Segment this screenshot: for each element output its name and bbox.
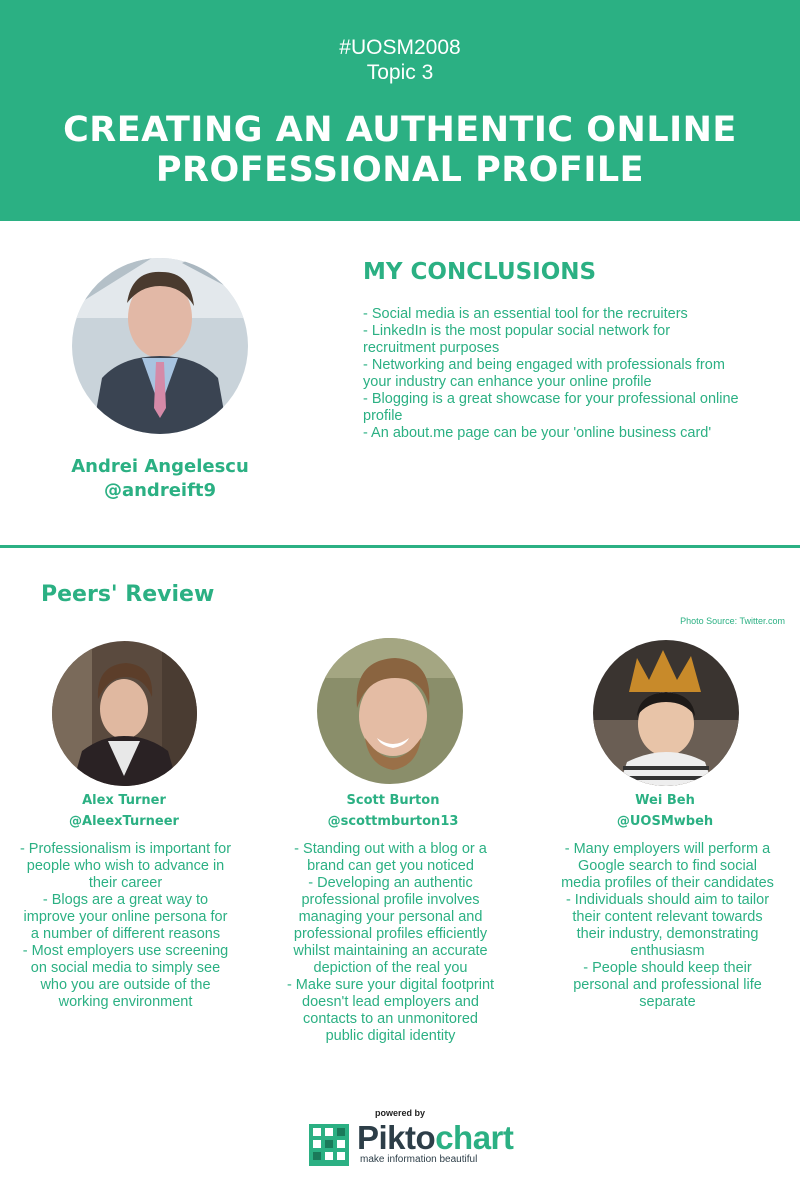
- brand-part-2: chart: [435, 1119, 514, 1156]
- peer-avatar-scott: [317, 638, 463, 784]
- peer-handle: @UOSMwbeh: [616, 814, 714, 829]
- piktochart-logo-icon[interactable]: [309, 1124, 349, 1166]
- peer-review-body: - Many employers will perform a Google search to find social media profiles of their candidates - Individuals should aim to tailor their content relevant towards their industry, demonstrating enthusiasm - People should keep their personal and professional life separate: [561, 841, 774, 1010]
- peer-avatar-wei: [593, 640, 739, 786]
- author-handle: @andreift9: [103, 480, 217, 501]
- peers-title: Peers' Review: [41, 582, 215, 607]
- peer-review-body: - Professionalism is important for people who wish to advance in their career - Blogs are a great way to improve your online persona for a number of different reasons - Most employers use screening on social media to simply see who you are outside of the working environment: [19, 841, 232, 1010]
- author-photo: [72, 258, 248, 434]
- page-title: [0, 110, 800, 190]
- peer-review-text: [283, 841, 498, 1045]
- title-line-1: CREATING AN AUTHENTIC ONLINE: [63, 110, 737, 150]
- brand-part-1: Pikto: [357, 1119, 436, 1156]
- title-line-2: PROFESSIONAL PROFILE: [155, 150, 645, 190]
- section-divider: [0, 545, 800, 548]
- peer-info: [263, 790, 523, 832]
- peer-avatar-alex: [52, 641, 197, 786]
- conclusion-item: - Networking and being engaged with professionals from your industry can enhance your online profile: [363, 357, 725, 390]
- conclusion-item: - Blogging is a great showcase for your professional online profile: [363, 391, 739, 424]
- conclusion-item: - LinkedIn is the most popular social network for recruitment purposes: [363, 323, 671, 356]
- author-name: Andrei Angelescu: [71, 456, 249, 477]
- piktochart-tagline: make information beautiful: [360, 1154, 478, 1165]
- conclusion-item: - An about.me page can be your 'online business card': [363, 425, 712, 441]
- conclusions-title: MY CONCLUSIONS: [363, 259, 597, 285]
- conclusions-list: [363, 306, 743, 442]
- powered-by-label: powered by: [374, 1108, 425, 1118]
- hashtag: #UOSM2008: [339, 36, 461, 59]
- peer-photo-wei: [593, 640, 739, 786]
- author-avatar: [72, 258, 248, 434]
- peer-review-text: [18, 841, 233, 1011]
- piktochart-wordmark[interactable]: [357, 1119, 513, 1157]
- peer-info: [535, 790, 795, 832]
- peer-handle: @AleexTurneer: [69, 814, 179, 829]
- conclusion-item: - Social media is an essential tool for the recruiters: [363, 306, 688, 322]
- peer-photo-scott: [317, 638, 463, 784]
- peer-name: Alex Turner: [82, 793, 166, 808]
- peer-name: Scott Burton: [346, 793, 440, 808]
- peer-handle: @scottmburton13: [327, 814, 459, 829]
- peer-name: Wei Beh: [635, 793, 695, 808]
- peer-review-body: - Standing out with a blog or a brand can get you noticed - Developing an authentic professional profile involves managing your personal and professional profiles efficiently whilst maintaining an accurate depiction of the real you - Make sure your digital footprint doesn't lead employers and contacts to an unmonitored public digital identity: [286, 841, 495, 1044]
- topic-label: Topic 3: [366, 61, 434, 84]
- peer-info: [0, 790, 254, 832]
- author-info: [40, 455, 280, 503]
- peer-review-text: [560, 841, 775, 1011]
- peer-photo-alex: [52, 641, 197, 786]
- header-banner: [0, 0, 800, 221]
- photo-source: Photo Source: Twitter.com: [680, 616, 785, 626]
